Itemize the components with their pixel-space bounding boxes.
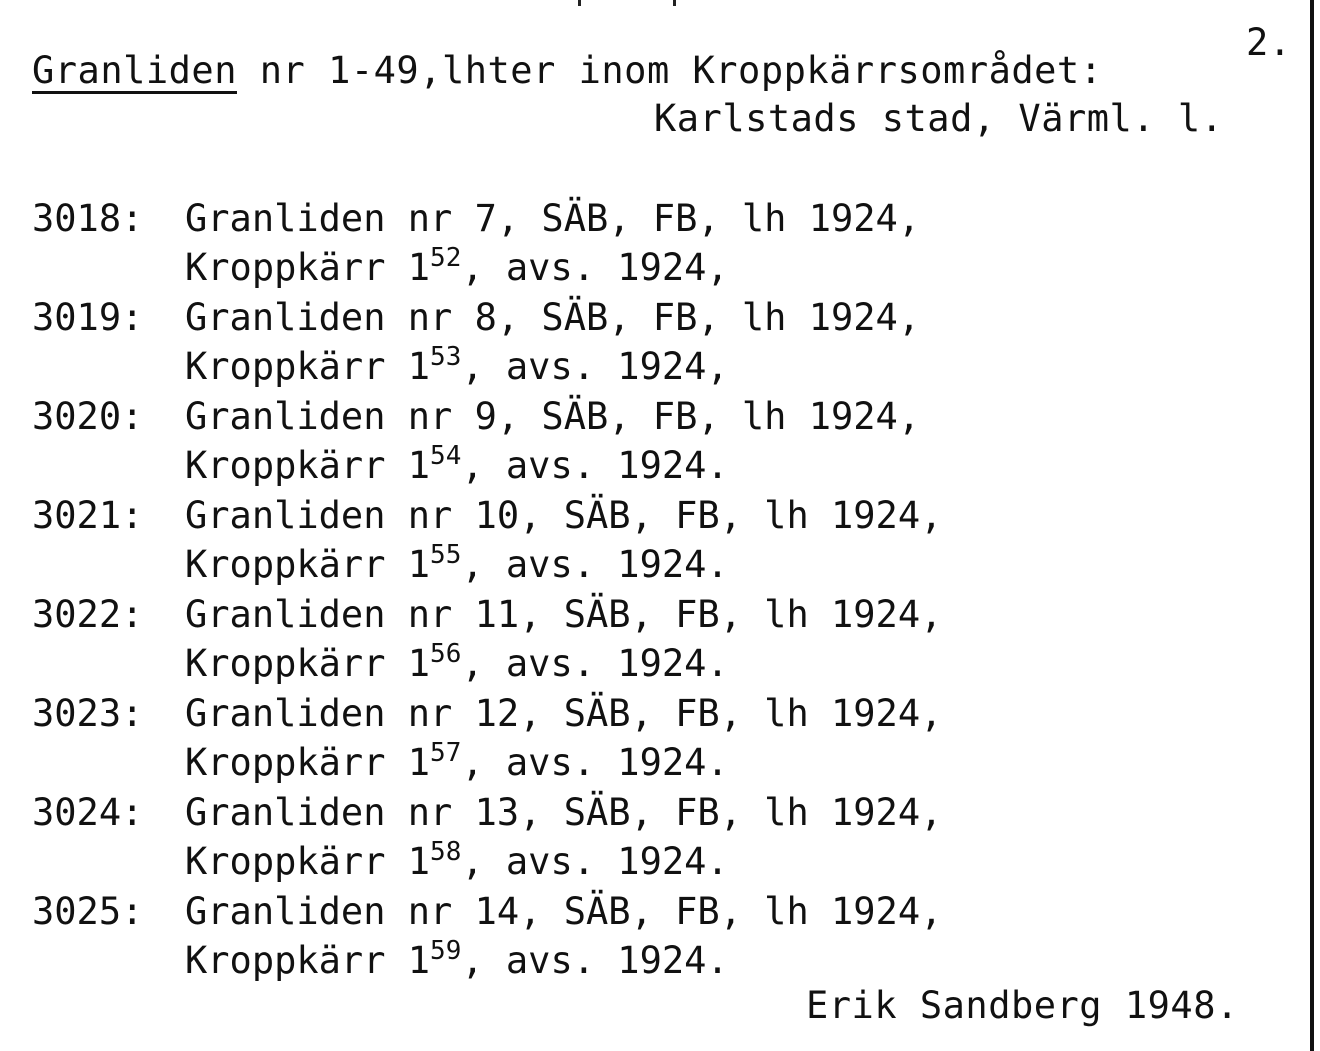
entry-number: 3025: <box>32 890 144 933</box>
property-status: , avs. 1924. <box>461 444 729 487</box>
entry-address: Granliden nr 14, SÄB, FB, lh 1924, <box>185 890 943 933</box>
entry-property <box>185 738 729 784</box>
property-status: , avs. 1924. <box>461 543 729 586</box>
property-name: Kroppkärr 1 <box>185 246 431 289</box>
entry-number: 3024: <box>32 791 144 834</box>
property-status: , avs. 1924, <box>461 246 729 289</box>
title-place-name: Granliden <box>32 49 237 92</box>
property-name: Kroppkärr 1 <box>185 840 431 883</box>
entry-number: 3020: <box>32 395 144 438</box>
property-superscript: 53 <box>430 342 462 372</box>
entry-address: Granliden nr 9, SÄB, FB, lh 1924, <box>185 395 921 438</box>
property-superscript: 59 <box>430 936 462 966</box>
entry-property <box>185 936 729 982</box>
top-edge-mark <box>673 0 676 6</box>
property-superscript: 52 <box>430 243 462 273</box>
entry-number: 3021: <box>32 494 144 537</box>
location-line: Karlstads stad, Värml. l. <box>654 97 1224 140</box>
property-name: Kroppkärr 1 <box>185 444 431 487</box>
property-status: , avs. 1924. <box>461 840 729 883</box>
property-status: , avs. 1924. <box>461 939 729 982</box>
entry-number: 3019: <box>32 296 144 339</box>
property-name: Kroppkärr 1 <box>185 642 431 685</box>
signature-line: Erik Sandberg 1948. <box>806 984 1239 1027</box>
entry-address: Granliden nr 12, SÄB, FB, lh 1924, <box>185 692 943 735</box>
entry-address: Granliden nr 10, SÄB, FB, lh 1924, <box>185 494 943 537</box>
property-name: Kroppkärr 1 <box>185 939 431 982</box>
entry-address: Granliden nr 11, SÄB, FB, lh 1924, <box>185 593 943 636</box>
property-status: , avs. 1924. <box>461 642 729 685</box>
card-title <box>32 49 1103 92</box>
entry-number: 3022: <box>32 593 144 636</box>
entry-property <box>185 837 729 883</box>
page-number: 2. <box>1246 21 1292 64</box>
property-status: , avs. 1924, <box>461 345 729 388</box>
title-description: nr 1-49,lhter inom Kroppkärrsområdet: <box>236 49 1103 92</box>
property-name: Kroppkärr 1 <box>185 741 431 784</box>
entry-address: Granliden nr 8, SÄB, FB, lh 1924, <box>185 296 921 339</box>
top-edge-mark <box>578 0 581 6</box>
property-superscript: 57 <box>430 738 462 768</box>
entry-property <box>185 441 729 487</box>
property-superscript: 54 <box>430 441 462 471</box>
entry-address: Granliden nr 13, SÄB, FB, lh 1924, <box>185 791 943 834</box>
property-name: Kroppkärr 1 <box>185 543 431 586</box>
entry-number: 3018: <box>32 197 144 240</box>
entry-number: 3023: <box>32 692 144 735</box>
property-name: Kroppkärr 1 <box>185 345 431 388</box>
entry-property <box>185 342 729 388</box>
entry-address: Granliden nr 7, SÄB, FB, lh 1924, <box>185 197 921 240</box>
entry-property <box>185 243 729 289</box>
entry-property <box>185 540 729 586</box>
property-superscript: 58 <box>430 837 462 867</box>
property-status: , avs. 1924. <box>461 741 729 784</box>
property-superscript: 56 <box>430 639 462 669</box>
card-right-edge <box>1310 0 1314 1051</box>
property-superscript: 55 <box>430 540 462 570</box>
entry-property <box>185 639 729 685</box>
